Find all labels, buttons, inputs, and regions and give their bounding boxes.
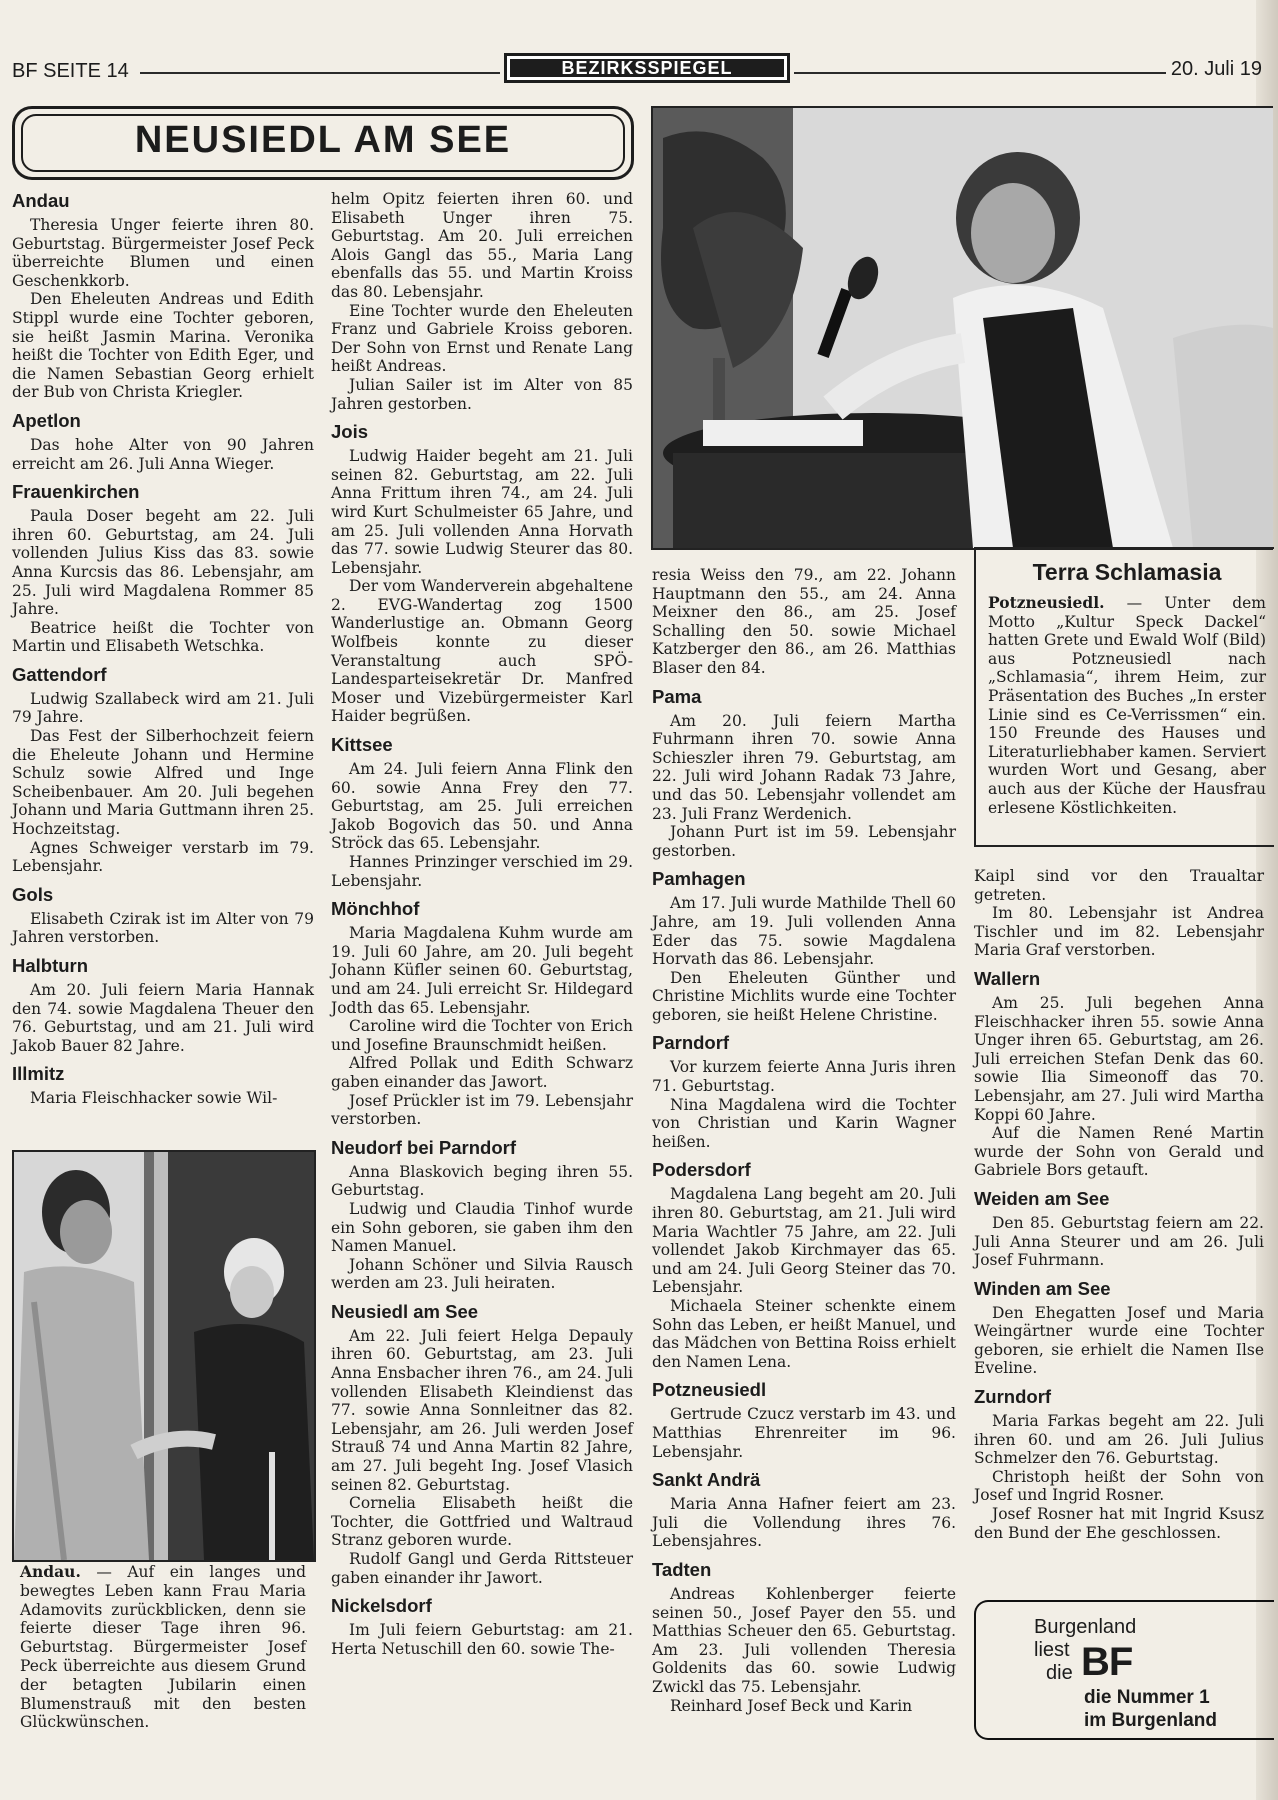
paragraph: Der vom Wanderverein abgehaltene 2. EVG-Wandertag zog 1500 Wanderlustige an. Obmann Georg Wolfbeis konnte zu dieser Veranstaltung auch SPÖ-Landesparteisekretär Dr. Manfred Moser und Vizebürgermeister Karl Haider begrüßen. [331, 577, 633, 726]
photo-andau-image [14, 1152, 314, 1560]
heading-nickelsdorf: Nickelsdorf [331, 1595, 432, 1617]
section-label: BEZIRKSSPIEGEL [510, 59, 784, 77]
column-2 [331, 190, 633, 1658]
paragraph: Den 85. Geburtstag feiern am 22. Juli Anna Steurer und am 26. Juli Josef Fuhrmann. [974, 1213, 1264, 1270]
paragraph: Elisabeth Czirak ist im Alter von 79 Jahren verstorben. [12, 909, 314, 947]
paragraph: Vor kurzem feierte Anna Juris ihren 71. Geburtstag. [652, 1058, 956, 1096]
paragraph: Maria Farkas begeht am 22. Juli ihren 60. und am 26. Juli Julius Schmelzer den 76. Geburtstag. [974, 1412, 1264, 1468]
paragraph: Rudolf Gangl und Gerda Rittsteuer gaben einander ihr Jawort. [331, 1550, 633, 1587]
heading-winden-am-see: Winden am See [974, 1277, 1111, 1299]
paragraph: Auf die Namen René Martin wurde der Sohn von Gerald und Gabriele Bors getauft. [974, 1124, 1264, 1180]
paragraph: Den Eheleuten Günther und Christine Michlits wurde eine Tochter geboren, sie heißt Helene Christine. [652, 968, 956, 1024]
heading-jois: Jois [331, 421, 369, 443]
page-number: BF SEITE 14 [12, 60, 129, 82]
paragraph: Beatrice heißt die Tochter von Martin und Elisabeth Wetschka. [12, 618, 314, 656]
paragraph: Am 24. Juli feiern Anna Flink den 60. sowie Anna Frey den 77. Geburtstag, am 25. Juli erreichen Jakob Bogovich das 50. und Anna Ströck das 65. Lebensjahr. [331, 760, 633, 853]
paragraph: resia Weiss den 79., am 22. Johann Hauptmann den 55., am 24. Anna Meixner den 86., am 25. Josef Schalling den 50. sowie Michael Katzberger den 86., am 26. Matthias Blaser den 84. [652, 566, 956, 677]
ad-slogan-line2: im Burgenland [1084, 1710, 1218, 1731]
heading-zurndorf: Zurndorf [974, 1386, 1052, 1408]
terra-lead: Potzneusiedl. [988, 593, 1105, 612]
paragraph: Maria Fleischhacker sowie Wil- [30, 1089, 278, 1108]
heading-sankt-andra: Sankt Andrä [652, 1469, 761, 1491]
heading-kittsee: Kittsee [331, 734, 393, 756]
column-3 [652, 566, 956, 1715]
column-4 [974, 867, 1264, 1542]
paragraph: Ludwig Szallabeck wird am 21. Juli 79 Jahre. [12, 689, 314, 727]
paragraph: Johann Schöner und Silvia Rausch werden am 23. Juli heiraten. [331, 1255, 633, 1293]
terra-schlamasia-box [974, 547, 1274, 847]
paragraph: Im 80. Lebensjahr ist Andrea Tischler und im 82. Lebensjahr Maria Graf verstorben. [974, 904, 1264, 960]
paragraph: Eine Tochter wurde den Eheleuten Franz und Gabriele Kroiss geboren. Der Sohn von Ernst und Renate Lang heißt Andreas. [331, 301, 633, 376]
heading-wallern: Wallern [974, 967, 1041, 989]
paragraph: Im Juli feiern Geburtstag: am 21. Herta Netuschill den 60. sowie The- [331, 1621, 633, 1658]
paragraph: Agnes Schweiger verstarb im 79. Lebensjahr. [12, 838, 314, 876]
heading-illmitz: Illmitz [12, 1063, 65, 1085]
heading-apetlon: Apetlon [12, 409, 81, 431]
terra-body [988, 594, 1266, 817]
heading-gols: Gols [12, 883, 54, 905]
heading-andau: Andau [12, 190, 70, 211]
paragraph: Theresia Unger feierte ihren 80. Geburtstag. Bürgermeister Josef Peck überreichte Blumen und einen Geschenkkorb. [12, 216, 314, 290]
photo-andau-caption [20, 1563, 306, 1732]
heading-neudorf-bei-parndorf: Neudorf bei Parndorf [331, 1136, 517, 1158]
paragraph: Am 22. Juli feiert Helga Depauly ihren 60. Geburtstag, am 23. Juli Anna Ensbacher ihren 76., am 24. Juli vollenden Elisabeth Kleindienst das 77. sowie Anna Sonnleitner das 82. Lebensjahr, am 26. Juli werden Josef Strauß 74 und Anna Martin 82 Jahre, am 27. Juli begeht Ing. Josef Vlasich seinen 82. Geburtstag. [331, 1326, 633, 1494]
paragraph: Nina Magdalena wird die Tochter von Christian und Karin Wagner heißen. [652, 1095, 956, 1151]
paragraph: Andreas Kohlenberger feierte seinen 50., Josef Payer den 55. und Matthias Scheuer den 65. Geburtstag. Am 23. Juli vollenden Theresia Goldenits das 60. sowie Ludwig Zwickl das 75. Lebensjahr. [652, 1584, 956, 1696]
heading-parndorf: Parndorf [652, 1032, 730, 1054]
paragraph: Am 20. Juli feiern Maria Hannak den 74. sowie Magdalena Theuer den 76. Geburtstag, und am 21. Juli wird Jakob Bauer 82 Jahre. [12, 981, 314, 1055]
paragraph: Den Eheleuten Andreas und Edith Stippl wurde eine Tochter geboren, sie heißt Jasmin Marina. Veronika heißt die Tochter von Edith Eger, und die Namen Sebastian Georg erhielt der Bub von Christa Kriegler. [12, 290, 314, 402]
paragraph: Caroline wird die Tochter von Erich und Josefine Braunschmidt heißen. [331, 1017, 633, 1054]
photo-reading-author [651, 106, 1273, 550]
paragraph: Maria Magdalena Kuhm wurde am 19. Juli 60 Jahre, am 20. Juli begeht Johann Küfler seinen 60. Geburtstag, und am 24. Juli erreicht Sr. Hildegard Jodth das 65. Lebensjahr. [331, 924, 633, 1017]
heading-monchhof: Mönchhof [331, 898, 420, 920]
heading-potzneusiedl: Potzneusiedl [652, 1379, 767, 1401]
ad-slogan-line1: die Nummer 1 [1084, 1687, 1210, 1708]
header-rule-right [794, 72, 1166, 74]
issue-date: 20. Juli 19 [1170, 58, 1262, 80]
section-label-box [504, 53, 790, 83]
heading-pamhagen: Pamhagen [652, 868, 746, 890]
paragraph: Anna Blaskovich beging ihren 55. Geburtstag. [331, 1162, 633, 1200]
district-title-box [12, 106, 634, 180]
caption-text: — Auf ein langes und bewegtes Leben kann Frau Maria Adamovits zurückblicken, denn sie feierte dieser Tage ihren 96. Geburtstag. Bürgermeister Josef Peck überreichte aus diesem Grund der betagten Jubilarin einen Blumenstrauß mit den besten Glückwünschen. [20, 1563, 306, 1732]
running-header [12, 50, 1262, 90]
paragraph: Am 25. Juli begehen Anna Fleischhacker ihren 55. sowie Anna Unger ihren 65. Geburtstag, am 26. Juli erreichen Stefan Denk das 60. sowie Ilia Simeonoff das 70. Lebensjahr, am 27. Juli wird Martha Koppi 60 Jahre. [974, 993, 1264, 1124]
ad-line-burgenland: Burgenland [1034, 1616, 1137, 1638]
paragraph: Das hohe Alter von 90 Jahren erreicht am 26. Juli Anna Wieger. [12, 435, 314, 473]
paragraph: Ludwig und Claudia Tinhof wurde ein Sohn geboren, sie gaben ihm den Namen Manuel. [331, 1199, 633, 1256]
heading-podersdorf: Podersdorf [652, 1159, 751, 1181]
ad-slogan [1084, 1686, 1217, 1732]
photo-reading-image [653, 108, 1273, 548]
column-1 [12, 190, 314, 1108]
paragraph: Christoph heißt der Sohn von Josef und Ingrid Rosner. [974, 1467, 1264, 1505]
heading-neusiedl-am-see: Neusiedl am See [331, 1300, 479, 1322]
heading-pama: Pama [652, 685, 702, 707]
paragraph: Reinhard Josef Beck und Karin [670, 1696, 913, 1715]
heading-frauenkirchen: Frauenkirchen [12, 481, 140, 503]
paragraph: Paula Doser begeht am 22. Juli ihren 60. Geburtstag, am 24. Juli vollenden Julius Kiss das 83. sowie Anna Kurcsis das 86. Lebensjahr, am 25. Juli wird Magdalena Rommer 85 Jahre. [12, 507, 314, 619]
paragraph: Josef Prückler ist im 79. Lebensjahr verstorben. [331, 1091, 633, 1129]
paragraph: Gertrude Czucz verstarb im 43. und Matthias Ehrenreiter im 96. Lebensjahr. [652, 1405, 956, 1461]
ad-line-die: die [1046, 1662, 1073, 1684]
bf-logo: BF [1081, 1640, 1133, 1684]
ad-line-liest: liest [1034, 1639, 1070, 1661]
paragraph: Den Ehegatten Josef und Maria Weingärtner wurde eine Tochter geboren, sie erhielt die Namen Ilse Eveline. [974, 1303, 1264, 1378]
heading-halbturn: Halbturn [12, 955, 89, 976]
paragraph: Julian Sailer ist im Alter von 85 Jahren gestorben. [331, 375, 633, 413]
paragraph: helm Opitz feierten ihren 60. und Elisabeth Unger ihren 75. Geburtstag. Am 20. Juli erreichen Alois Gangl das 55., Maria Lang ebenfalls das 55. und Martin Kroiss das 80. Lebensjahr. [331, 190, 633, 301]
paragraph: Kaipl sind vor den Traualtar getreten. [974, 867, 1264, 904]
heading-tadten: Tadten [652, 1558, 712, 1580]
header-rule-left [140, 72, 500, 74]
heading-gattendorf: Gattendorf [12, 663, 107, 685]
paragraph: Ludwig Haider begeht am 21. Juli seinen 82. Geburtstag, am 22. Juli Anna Frittum ihren 74., am 24. Juli wird Kurt Schulmeister 65 Jahre, und am 25. Juli vollenden Anna Horvath das 77. sowie Ludwig Steurer das 80. Lebensjahr. [331, 447, 633, 577]
caption-lead: Andau. [20, 1562, 81, 1581]
paragraph: Michaela Steiner schenkte einem Sohn das Leben, er heißt Manuel, und das Mädchen von Bettina Roiss erhielt den Namen Lena. [652, 1297, 956, 1371]
paragraph: Josef Rosner hat mit Ingrid Ksusz den Bund der Ehe geschlossen. [974, 1505, 1264, 1542]
terra-text: — Unter dem Motto „Kultur Speck Dackel“ hatten Grete und Ewald Wolf (Bild) aus Potzneusiedl nach „Schlamasia“, ihrem Heim, zur Präsentation des Buches „In erster Linie sind es Ce-Verrissmen“ ein. 150 Freunde des Hauses und Literaturliebhaber kamen. Serviert wurden Wort und Gesang, aber auch aus der Küche der Hausfrau erlesene Köstlichkeiten. [988, 594, 1266, 817]
paragraph: Alfred Pollak und Edith Schwarz gaben einander das Jawort. [331, 1054, 633, 1091]
paragraph: Am 20. Juli feiern Martha Fuhrmann ihren 70. sowie Anna Schieszler ihren 79. Geburtstag, am 22. Juli wird Johann Radak 73 Jahre, und das 50. Lebensjahr vollendet am 23. Juli Franz Werdenich. [652, 711, 956, 823]
heading-weiden-am-see: Weiden am See [974, 1187, 1110, 1209]
paragraph: Cornelia Elisabeth heißt die Tochter, die Gottfried und Waltraud Stranz geboren wurde. [331, 1494, 633, 1550]
terra-title: Terra Schlamasia [1032, 559, 1222, 585]
bf-advertisement [974, 1600, 1274, 1740]
photo-andau-birthday [12, 1150, 316, 1562]
district-title: NEUSIEDL AM SEE [134, 119, 512, 161]
paragraph: Am 17. Juli wurde Mathilde Thell 60 Jahre, am 19. Juli vollenden Anna Eder das 75. sowie Magdalena Horvath das 86. Lebensjahr. [652, 894, 956, 969]
paragraph: Hannes Prinzinger verschied im 29. Lebensjahr. [331, 853, 633, 890]
paragraph: Das Fest der Silberhochzeit feiern die Eheleute Johann und Hermine Schulz sowie Alfred und Inge Scheibenbauer. Am 20. Juli begehen Johann und Maria Guttmann ihren 25. Hochzeitstag. [12, 727, 314, 839]
paragraph: Maria Anna Hafner feiert am 23. Juli die Vollendung ihres 76. Lebensjahres. [652, 1495, 956, 1551]
paragraph: Magdalena Lang begeht am 20. Juli ihren 80. Geburtstag, am 21. Juli wird Maria Wachtler 75 Jahre, am 22. Juli vollendet Jakob Kirchmayer das 65. und am 24. Juli Georg Steiner das 70. Lebensjahr. [652, 1185, 956, 1297]
paragraph: Johann Purt ist im 59. Lebensjahr gestorben. [652, 823, 956, 860]
